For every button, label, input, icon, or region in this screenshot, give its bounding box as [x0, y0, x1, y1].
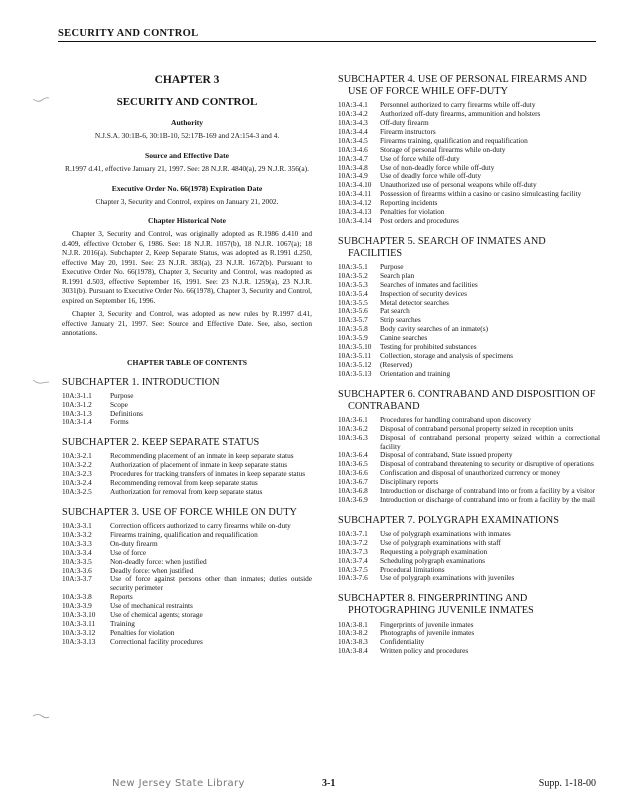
chapter-title: SECURITY AND CONTROL — [116, 96, 258, 108]
section-number: 10A:3-8.4 — [338, 646, 368, 656]
header-rule — [58, 41, 596, 42]
section-list — [338, 101, 600, 225]
section-item — [62, 575, 312, 593]
section-title: Disposal of contraband personal property seized within a correctional facility — [380, 432, 600, 451]
section-title: Reporting incidents — [380, 198, 438, 208]
section-title: Disposal of contraband personal property seized in reception units — [380, 423, 574, 433]
section-title: Orientation and training — [380, 368, 451, 378]
section-title: Pat search — [380, 306, 410, 316]
section-title: Metal detector searches — [380, 297, 449, 307]
section-title: Inspection of security devices — [380, 288, 467, 298]
section-number: 10A:3-4.14 — [338, 215, 372, 225]
section-number: 10A:3-4.7 — [338, 153, 368, 163]
section-title: Introduction or discharge of contraband into or from a facility by the mail — [380, 494, 596, 504]
section-number: 10A:3-1.2 — [62, 399, 92, 409]
section-title: Use of deadly force while off-duty — [380, 171, 481, 181]
section-number: 10A:3-3.6 — [62, 565, 92, 575]
section-number: 10A:3-5.5 — [338, 297, 368, 307]
section-number: 10A:3-6.4 — [338, 450, 368, 460]
section-title: Penalties for violation — [110, 627, 175, 637]
margin-mark — [32, 96, 50, 104]
section-number: 10A:3-3.1 — [62, 521, 92, 531]
section-item — [338, 325, 600, 334]
section-title: Recommending placement of an inmate in keep separate status — [110, 451, 294, 461]
section-number: 10A:3-4.13 — [338, 206, 372, 216]
section-item — [338, 146, 600, 155]
section-title: Use of polygraph examinations with juveniles — [380, 573, 515, 583]
section-title: Procedures for tracking transfers of inmates in keep separate status — [110, 469, 306, 479]
section-number: 10A:3-7.4 — [338, 555, 368, 565]
subchapter-heading: SUBCHAPTER 5. SEARCH OF INMATES AND FACILITIES — [338, 235, 546, 259]
section-item — [62, 488, 312, 497]
section-title: Written policy and procedures — [380, 646, 469, 656]
section-title: Post orders and procedures — [380, 215, 459, 225]
section-title: Strip searches — [380, 315, 421, 325]
section-title: Deadly force: when justified — [110, 565, 194, 575]
section-item — [62, 620, 312, 629]
section-title: Correctional facility procedures — [110, 636, 203, 646]
section-item — [338, 290, 600, 299]
section-number: 10A:3-5.4 — [338, 288, 368, 298]
section-number: 10A:3-3.10 — [62, 609, 96, 619]
section-number: 10A:3-6.8 — [338, 486, 368, 496]
section-title: Confidentiality — [380, 637, 425, 647]
chapter-number: CHAPTER 3 — [154, 74, 220, 86]
section-item — [338, 299, 600, 308]
authority-heading: Authority — [170, 118, 204, 127]
section-number: 10A:3-5.10 — [338, 342, 372, 352]
section-title: Purpose — [380, 262, 404, 272]
source-heading: Source and Effective Date — [144, 150, 229, 160]
section-number: 10A:3-3.11 — [62, 618, 96, 628]
section-title: Fingerprints of juvenile inmates — [380, 619, 474, 629]
section-title: Disposal of contraband, State issued property — [380, 450, 513, 460]
toc-heading: CHAPTER TABLE OF CONTENTS — [127, 357, 247, 367]
section-item — [338, 574, 600, 583]
section-number: 10A:3-4.8 — [338, 162, 368, 172]
section-list — [62, 452, 312, 496]
section-item — [338, 352, 600, 361]
section-title: Unauthorized use of personal weapons while off-duty — [380, 180, 537, 190]
section-title: Storage of personal firearms while on-duty — [380, 144, 506, 154]
section-number: 10A:3-5.11 — [338, 350, 372, 360]
section-item — [338, 557, 600, 566]
history-heading: Chapter Historical Note — [148, 216, 226, 226]
section-title: Disciplinary reports — [380, 477, 439, 487]
section-number: 10A:3-8.2 — [338, 628, 368, 638]
section-item — [62, 638, 312, 647]
section-title: Searches of inmates and facilities — [380, 279, 478, 289]
section-title: Firearm instructors — [380, 126, 436, 136]
section-number: 10A:3-4.1 — [338, 100, 368, 110]
subchapter-heading: SUBCHAPTER 7. POLYGRAPH EXAMINATIONS — [338, 514, 559, 526]
section-title: Use of force while off-duty — [380, 153, 460, 163]
section-number: 10A:3-3.12 — [62, 627, 96, 637]
section-item — [338, 217, 600, 226]
section-number: 10A:3-7.3 — [338, 546, 368, 556]
subchapter-heading: SUBCHAPTER 1. INTRODUCTION — [62, 376, 220, 388]
page-number: 3-1 — [322, 778, 336, 789]
section-number: 10A:3-7.5 — [338, 564, 368, 574]
subchapter-heading: SUBCHAPTER 6. CONTRABAND AND DISPOSITION OF CONTRABAND — [338, 388, 596, 412]
section-number: 10A:3-2.3 — [62, 469, 92, 479]
section-number: 10A:3-3.3 — [62, 538, 92, 548]
section-title: Scheduling polygraph examinations — [380, 555, 485, 565]
section-title: Use of force — [110, 547, 147, 557]
section-title: Authorization of placement of inmate in keep separate status — [110, 460, 288, 470]
section-title: Personnel authorized to carry firearms while off-duty — [380, 100, 536, 110]
section-title: Procedural limitations — [380, 564, 445, 574]
section-number: 10A:3-5.1 — [338, 262, 368, 272]
section-number: 10A:3-3.5 — [62, 556, 92, 566]
expiration-heading: Executive Order No. 66(1978) Expiration Date — [111, 183, 263, 193]
section-title: Correction officers authorized to carry firearms while on-duty — [110, 521, 291, 531]
section-number: 10A:3-2.4 — [62, 478, 92, 488]
section-number: 10A:3-4.2 — [338, 109, 368, 119]
section-number: 10A:3-5.2 — [338, 270, 368, 280]
section-title: Penalties for violation — [380, 206, 445, 216]
section-number: 10A:3-6.6 — [338, 468, 368, 478]
section-number: 10A:3-4.12 — [338, 198, 372, 208]
subchapter-heading: SUBCHAPTER 2. KEEP SEPARATE STATUS — [62, 437, 260, 449]
section-title: Definitions — [110, 408, 143, 418]
section-item — [338, 629, 600, 638]
section-item — [62, 410, 312, 419]
section-number: 10A:3-6.1 — [338, 414, 368, 424]
section-item — [338, 469, 600, 478]
section-number: 10A:3-1.1 — [62, 390, 92, 400]
subchapter-heading: SUBCHAPTER 4. USE OF PERSONAL FIREARMS AND USE OF FORCE WHILE OFF-DUTY — [338, 74, 587, 98]
section-number: 10A:3-5.12 — [338, 359, 372, 369]
section-number: 10A:3-8.1 — [338, 619, 368, 629]
section-title: Firearms training, qualification and requalification — [110, 529, 258, 539]
subchapter-heading: SUBCHAPTER 8. FINGERPRINTING AND PHOTOGRAPHING JUVENILE INMATES — [338, 593, 534, 617]
section-number: 10A:3-3.8 — [62, 592, 92, 602]
section-title: Body cavity searches of an inmate(s) — [380, 324, 488, 334]
section-item — [62, 418, 312, 427]
section-title: Introduction or discharge of contraband into or from a facility by a visitor — [380, 486, 596, 496]
section-item — [62, 401, 312, 410]
section-title: Use of mechanical restraints — [110, 601, 193, 611]
section-item — [338, 281, 600, 290]
section-number: 10A:3-7.6 — [338, 573, 368, 583]
margin-mark — [32, 712, 50, 720]
section-title: On-duty firearm — [110, 538, 158, 548]
section-number: 10A:3-3.4 — [62, 547, 92, 557]
section-list — [62, 392, 312, 428]
section-title: Reports — [110, 592, 133, 602]
section-title: Disposal of contraband threatening to security or disruptive of operations — [380, 459, 594, 469]
section-number: 10A:3-1.3 — [62, 408, 92, 418]
section-title: Recommending removal from keep separate status — [110, 478, 258, 488]
section-number: 10A:3-6.7 — [338, 477, 368, 487]
section-title: Testing for prohibited substances — [380, 342, 477, 352]
section-item — [62, 611, 312, 620]
section-item — [338, 190, 600, 199]
section-title: Firearms training, qualification and requalification — [380, 135, 528, 145]
section-list — [62, 522, 312, 646]
section-title: Use of non-deadly force while off-duty — [380, 162, 495, 172]
section-number: 10A:3-5.3 — [338, 279, 368, 289]
section-title: Non-deadly force: when justified — [110, 556, 207, 566]
section-number: 10A:3-1.4 — [62, 417, 92, 427]
section-item — [338, 208, 600, 217]
running-head: SECURITY AND CONTROL — [58, 28, 199, 39]
left-column — [62, 58, 312, 647]
section-item — [338, 370, 600, 379]
section-list — [338, 530, 600, 583]
section-number: 10A:3-5.6 — [338, 306, 368, 316]
authority-text: N.J.S.A. 30:1B-6, 30:1B-10, 52:17B-169 and 2A:154-3 and 4. — [94, 131, 280, 140]
section-number: 10A:3-2.5 — [62, 487, 92, 497]
section-title: Use of polygraph examinations with staff — [380, 537, 501, 547]
section-title: Off-duty firearm — [380, 118, 429, 128]
section-number: 10A:3-5.9 — [338, 333, 368, 343]
section-item — [338, 434, 600, 452]
section-number: 10A:3-3.9 — [62, 601, 92, 611]
section-title: Scope — [110, 399, 128, 409]
section-number: 10A:3-4.11 — [338, 189, 372, 199]
section-number: 10A:3-6.2 — [338, 423, 368, 433]
section-title: Use of chemical agents; storage — [110, 609, 203, 619]
section-title: Training — [110, 618, 135, 628]
section-number: 10A:3-3.13 — [62, 636, 96, 646]
section-title: Photographs of juvenile inmates — [380, 628, 475, 638]
section-title: Authorization for removal from keep separate status — [110, 487, 263, 497]
section-number: 10A:3-5.13 — [338, 368, 372, 378]
section-list — [338, 621, 600, 657]
section-number: 10A:3-4.6 — [338, 144, 368, 154]
section-number: 10A:3-5.8 — [338, 324, 368, 334]
library-watermark: New Jersey State Library — [112, 778, 245, 789]
section-title: Collection, storage and analysis of specimens — [380, 350, 513, 360]
supplement-date: Supp. 1-18-00 — [538, 778, 596, 789]
section-title: Search plan — [380, 270, 415, 280]
section-item — [338, 638, 600, 647]
section-item — [338, 307, 600, 316]
expiration-text: Chapter 3, Security and Control, expires on January 21, 2002. — [95, 196, 279, 206]
section-number: 10A:3-4.5 — [338, 135, 368, 145]
section-item — [62, 392, 312, 401]
section-number: 10A:3-6.9 — [338, 494, 368, 504]
section-number: 10A:3-4.10 — [338, 180, 372, 190]
section-item — [338, 199, 600, 208]
section-title: Possession of firearms within a casino or casino simulcasting facility — [380, 189, 582, 199]
history-paragraph: Chapter 3, Security and Control, was adopted as new rules by R.1997 d.41, effective January 21, 1997. See: Source and Effective Date. See, also, section annotations. — [62, 309, 312, 338]
section-title: (Reserved) — [380, 359, 413, 369]
section-number: 10A:3-7.2 — [338, 537, 368, 547]
section-title: Forms — [110, 417, 129, 427]
section-item — [62, 531, 312, 540]
section-title: Confiscation and disposal of unauthorized currency or money — [380, 468, 561, 478]
section-title: Requesting a polygraph examination — [380, 546, 488, 556]
section-number: 10A:3-3.2 — [62, 529, 92, 539]
section-number: 10A:3-6.5 — [338, 459, 368, 469]
section-title: Procedures for handling contraband upon discovery — [380, 414, 531, 424]
history-paragraph: Chapter 3, Security and Control, was originally adopted as R.1986 d.410 and d.409, effective October 6, 1986. See: 18 N.J.R. 1057(b), 18 N.J.R. 1067(a); 18 N.J.R. 2016(a). Subchapter 2, Keep Separate Status, was adopted as R.1991 d.250, effective May 20, 1991. See: 23 N.J.R. 383(a), 23 N.J.R. 1672(b). Pursuant to Executive Order No. 66(1978), Chapter 3, Security and Control, was readopted as R.1991 d.503, effective September 16, 1991. See: 23 N.J.R. 1259(a), 23 N.J.R. 3031(b). Pursuant to Executive Order No. 66(1978), Chapter 3, Security and Control, expired on September 16, 1996. — [62, 229, 312, 305]
section-number: 10A:3-4.9 — [338, 171, 368, 181]
section-number: 10A:3-4.4 — [338, 126, 368, 136]
source-text: R.1997 d.41, effective January 21, 1997. See: 28 N.J.R. 4840(a), 29 N.J.R. 356(a). — [65, 163, 309, 173]
section-item — [338, 496, 600, 505]
section-title: Authorized off-duty firearms, ammunition and holsters — [380, 109, 541, 119]
section-item — [338, 263, 600, 272]
section-item — [338, 110, 600, 119]
section-number: 10A:3-2.2 — [62, 460, 92, 470]
section-title: Purpose — [110, 390, 134, 400]
subchapter-heading: SUBCHAPTER 3. USE OF FORCE WHILE ON DUTY — [62, 506, 297, 518]
section-list — [338, 416, 600, 505]
section-title: Use of polygraph examinations with inmates — [380, 528, 511, 538]
section-list — [338, 263, 600, 379]
section-number: 10A:3-7.1 — [338, 528, 368, 538]
margin-mark — [32, 378, 50, 386]
section-number: 10A:3-6.3 — [338, 432, 368, 442]
section-item — [338, 361, 600, 370]
section-number: 10A:3-5.7 — [338, 315, 368, 325]
section-number: 10A:3-3.7 — [62, 574, 92, 584]
section-number: 10A:3-4.3 — [338, 118, 368, 128]
section-title: Use of force against persons other than inmates; duties outside security perimeter — [110, 574, 312, 593]
section-item — [338, 647, 600, 656]
right-column — [338, 58, 600, 656]
section-number: 10A:3-2.1 — [62, 451, 92, 461]
section-number: 10A:3-8.3 — [338, 637, 368, 647]
section-title: Canine searches — [380, 333, 428, 343]
section-item — [338, 119, 600, 128]
section-item — [62, 540, 312, 549]
